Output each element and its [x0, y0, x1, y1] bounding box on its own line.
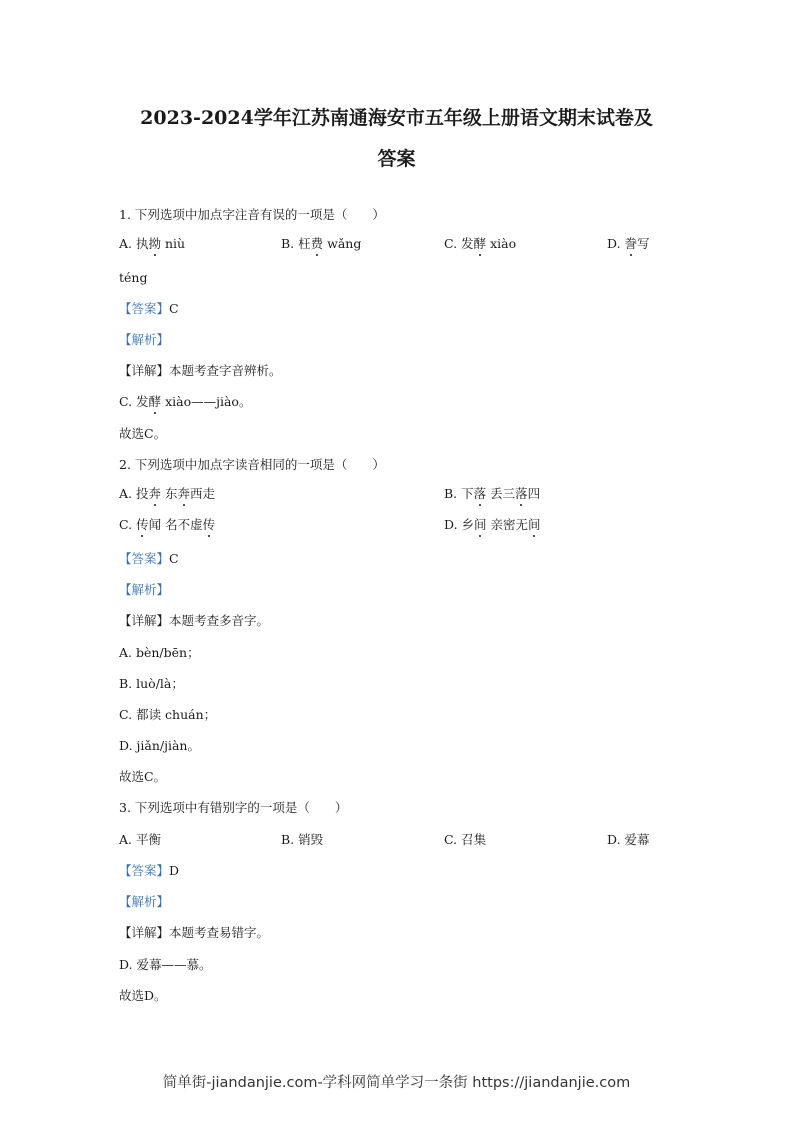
q2-option-b: B. 下落 丢三落四 [444, 486, 541, 501]
q3-detail: 【详解】本题考查易错字。 [119, 925, 270, 940]
q1-stem: 1. 下列选项中加点字注音有误的一项是（ ） [119, 207, 385, 222]
document-title [100, 98, 693, 180]
q2-answer: 【答案】C [119, 551, 179, 566]
q3-option-c: C. 召集 [444, 832, 487, 847]
q3-stem: 3. 下列选项中有错别字的一项是（ ） [119, 800, 348, 815]
q2-stem: 2. 下列选项中加点字读音相同的一项是（ ） [119, 457, 385, 472]
title-line-1: 2023-2024学年江苏南通海安市五年级上册语文期末试卷及 [140, 107, 653, 129]
q1-conclusion: 故选C。 [119, 426, 167, 441]
q1-option-c: C. 发酵 xiào [444, 236, 517, 251]
q2-option-d: D. 乡间 亲密无间 [444, 517, 541, 532]
q2-explanation-d: D. jiǎn/jiàn。 [119, 738, 200, 753]
q1-option-a: A. 执拗 niù [119, 236, 186, 251]
footer-watermark: 简单街-jiandanjie.com-学科网简单学习一条街 https://jiandanjie.com [162, 1075, 631, 1091]
q3-option-b: B. 销毁 [281, 832, 324, 847]
q1-answer: 【答案】C [119, 301, 179, 316]
q1-option-d-pinyin: téng [119, 270, 148, 285]
q1-detail: 【详解】本题考查字音辨析。 [119, 363, 282, 378]
q1-option-b: B. 枉费 wǎng [281, 236, 362, 251]
q2-option-c: C. 传闻 名不虚传 [119, 517, 216, 532]
q1-option-d: D. 誊写 [607, 236, 650, 251]
q3-explanation: D. 爱幕——慕。 [119, 957, 212, 972]
q3-answer: 【答案】D [119, 863, 180, 878]
q1-analysis-heading: 【解析】 [119, 332, 170, 347]
q2-detail: 【详解】本题考查多音字。 [119, 613, 270, 628]
title-line-2: 答案 [377, 148, 416, 170]
q3-analysis-heading: 【解析】 [119, 894, 170, 909]
q2-explanation-c: C. 都读 chuán； [119, 707, 217, 722]
q2-explanation-b: B. luò/là； [119, 676, 184, 691]
q2-option-a: A. 投奔 东奔西走 [119, 486, 216, 501]
q2-explanation-a: A. bèn/bēn； [119, 645, 200, 660]
q2-analysis-heading: 【解析】 [119, 582, 170, 597]
q1-explanation: C. 发酵 xiào——jiào。 [119, 394, 252, 409]
q2-conclusion: 故选C。 [119, 769, 167, 784]
q3-option-a: A. 平衡 [119, 832, 161, 847]
q3-option-d: D. 爱幕 [607, 832, 650, 847]
q3-conclusion: 故选D。 [119, 988, 167, 1003]
